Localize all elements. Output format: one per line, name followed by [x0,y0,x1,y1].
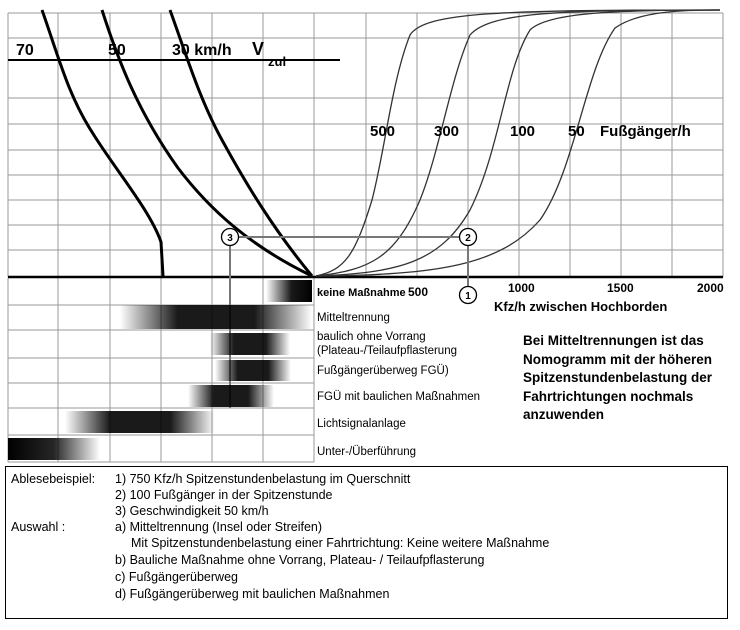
note-line: Spitzenstundenbelastung der [523,370,713,385]
pedestrian-unit-label: Fußgänger/h [600,123,691,140]
legend-box [5,466,728,619]
example-item: 3) Geschwindigkeit 50 km/h [115,504,269,518]
measure-label-mitteltrennung: Mitteltrennung [317,312,390,324]
pedestrian-label-300: 300 [434,123,460,140]
x-tick-2000: 2000 [697,281,724,295]
bar-mitteltrennung [120,305,312,329]
note-line: Fahrtrichtungen nochmals [523,388,694,404]
example-item: 1) 750 Kfz/h Spitzenstundenbelastung im Querschnitt [115,472,411,486]
bar-lichtsignalanlage [65,411,215,433]
selection-item: d) Fußgängerüberweg mit baulichen Maßnahmen [115,587,390,601]
selection-item: Mit Spitzenstundenbelastung einer Fahrtrichtung: Keine weitere Maßnahme [131,536,550,550]
speed-label-70: 70 [16,42,34,59]
note-line: Nomogramm mit der höheren [523,351,713,367]
example-item: 2) 100 Fußgänger in der Spitzenstunde [115,488,333,502]
bar-keine-massnahme [266,280,312,302]
selection-item: c) Fußgängerüberweg [115,570,238,584]
x-tick-1000: 1000 [508,281,535,295]
svg-text:3: 3 [227,233,233,244]
example-label: Ablesebeispiel: [11,472,96,486]
bar-unter-ueberfuehrung [8,438,100,460]
selection-label: Auswahl : [11,520,66,534]
svg-text:1: 1 [465,291,471,302]
selection-item: b) Bauliche Maßnahme ohne Vorrang, Plateau- / Teilaufpflasterung [115,553,485,567]
marker-2 [460,229,477,246]
x-tick-500: 500 [408,285,429,299]
measure-label-fgue-bauliche: FGÜ mit baulichen Maßnahmen [317,391,480,403]
x-tick-1500: 1500 [607,281,634,295]
speed-label-50: 50 [108,42,126,59]
selection-item: a) Mitteltrennung (Insel oder Streifen) [115,520,323,534]
measure-bars [8,280,312,460]
measure-label-keine-massnahme: keine Maßnahme [317,287,406,299]
marker-1 [460,287,477,304]
svg-text:2: 2 [465,233,471,244]
vzul-symbol: V [252,39,265,59]
x-axis-label: Kfz/h zwischen Hochborden [494,299,668,314]
bar-baulich-ohne-vorrang [210,333,290,355]
measure-label-baulich: baulich ohne Vorrang [317,331,426,343]
note-line: anzuwenden [523,407,605,422]
measure-label-unterfuehrung: Unter-/Überführung [317,446,417,458]
pedestrian-label-50: 50 [568,123,585,140]
speed-curve-70 [42,10,163,276]
pedestrian-label-100: 100 [510,123,536,140]
note-line: Bei Mitteltrennungen ist das [523,333,704,348]
bar-fgue [215,360,291,381]
measure-label-lichtsignal: Lichtsignalanlage [317,418,406,430]
measure-label-plateau: (Plateau-/Teilaufpflasterung [317,345,457,357]
speed-label-30: 30 km/h [172,42,232,59]
pedestrian-label-500: 500 [370,123,396,140]
measure-label-fgue: Fußgängerüberweg FGÜ) [317,365,449,377]
vzul-subscript: zul [268,54,287,69]
bar-fgue-bauliche-massnahmen [188,385,274,407]
median-note [523,332,738,425]
marker-3 [222,229,239,246]
